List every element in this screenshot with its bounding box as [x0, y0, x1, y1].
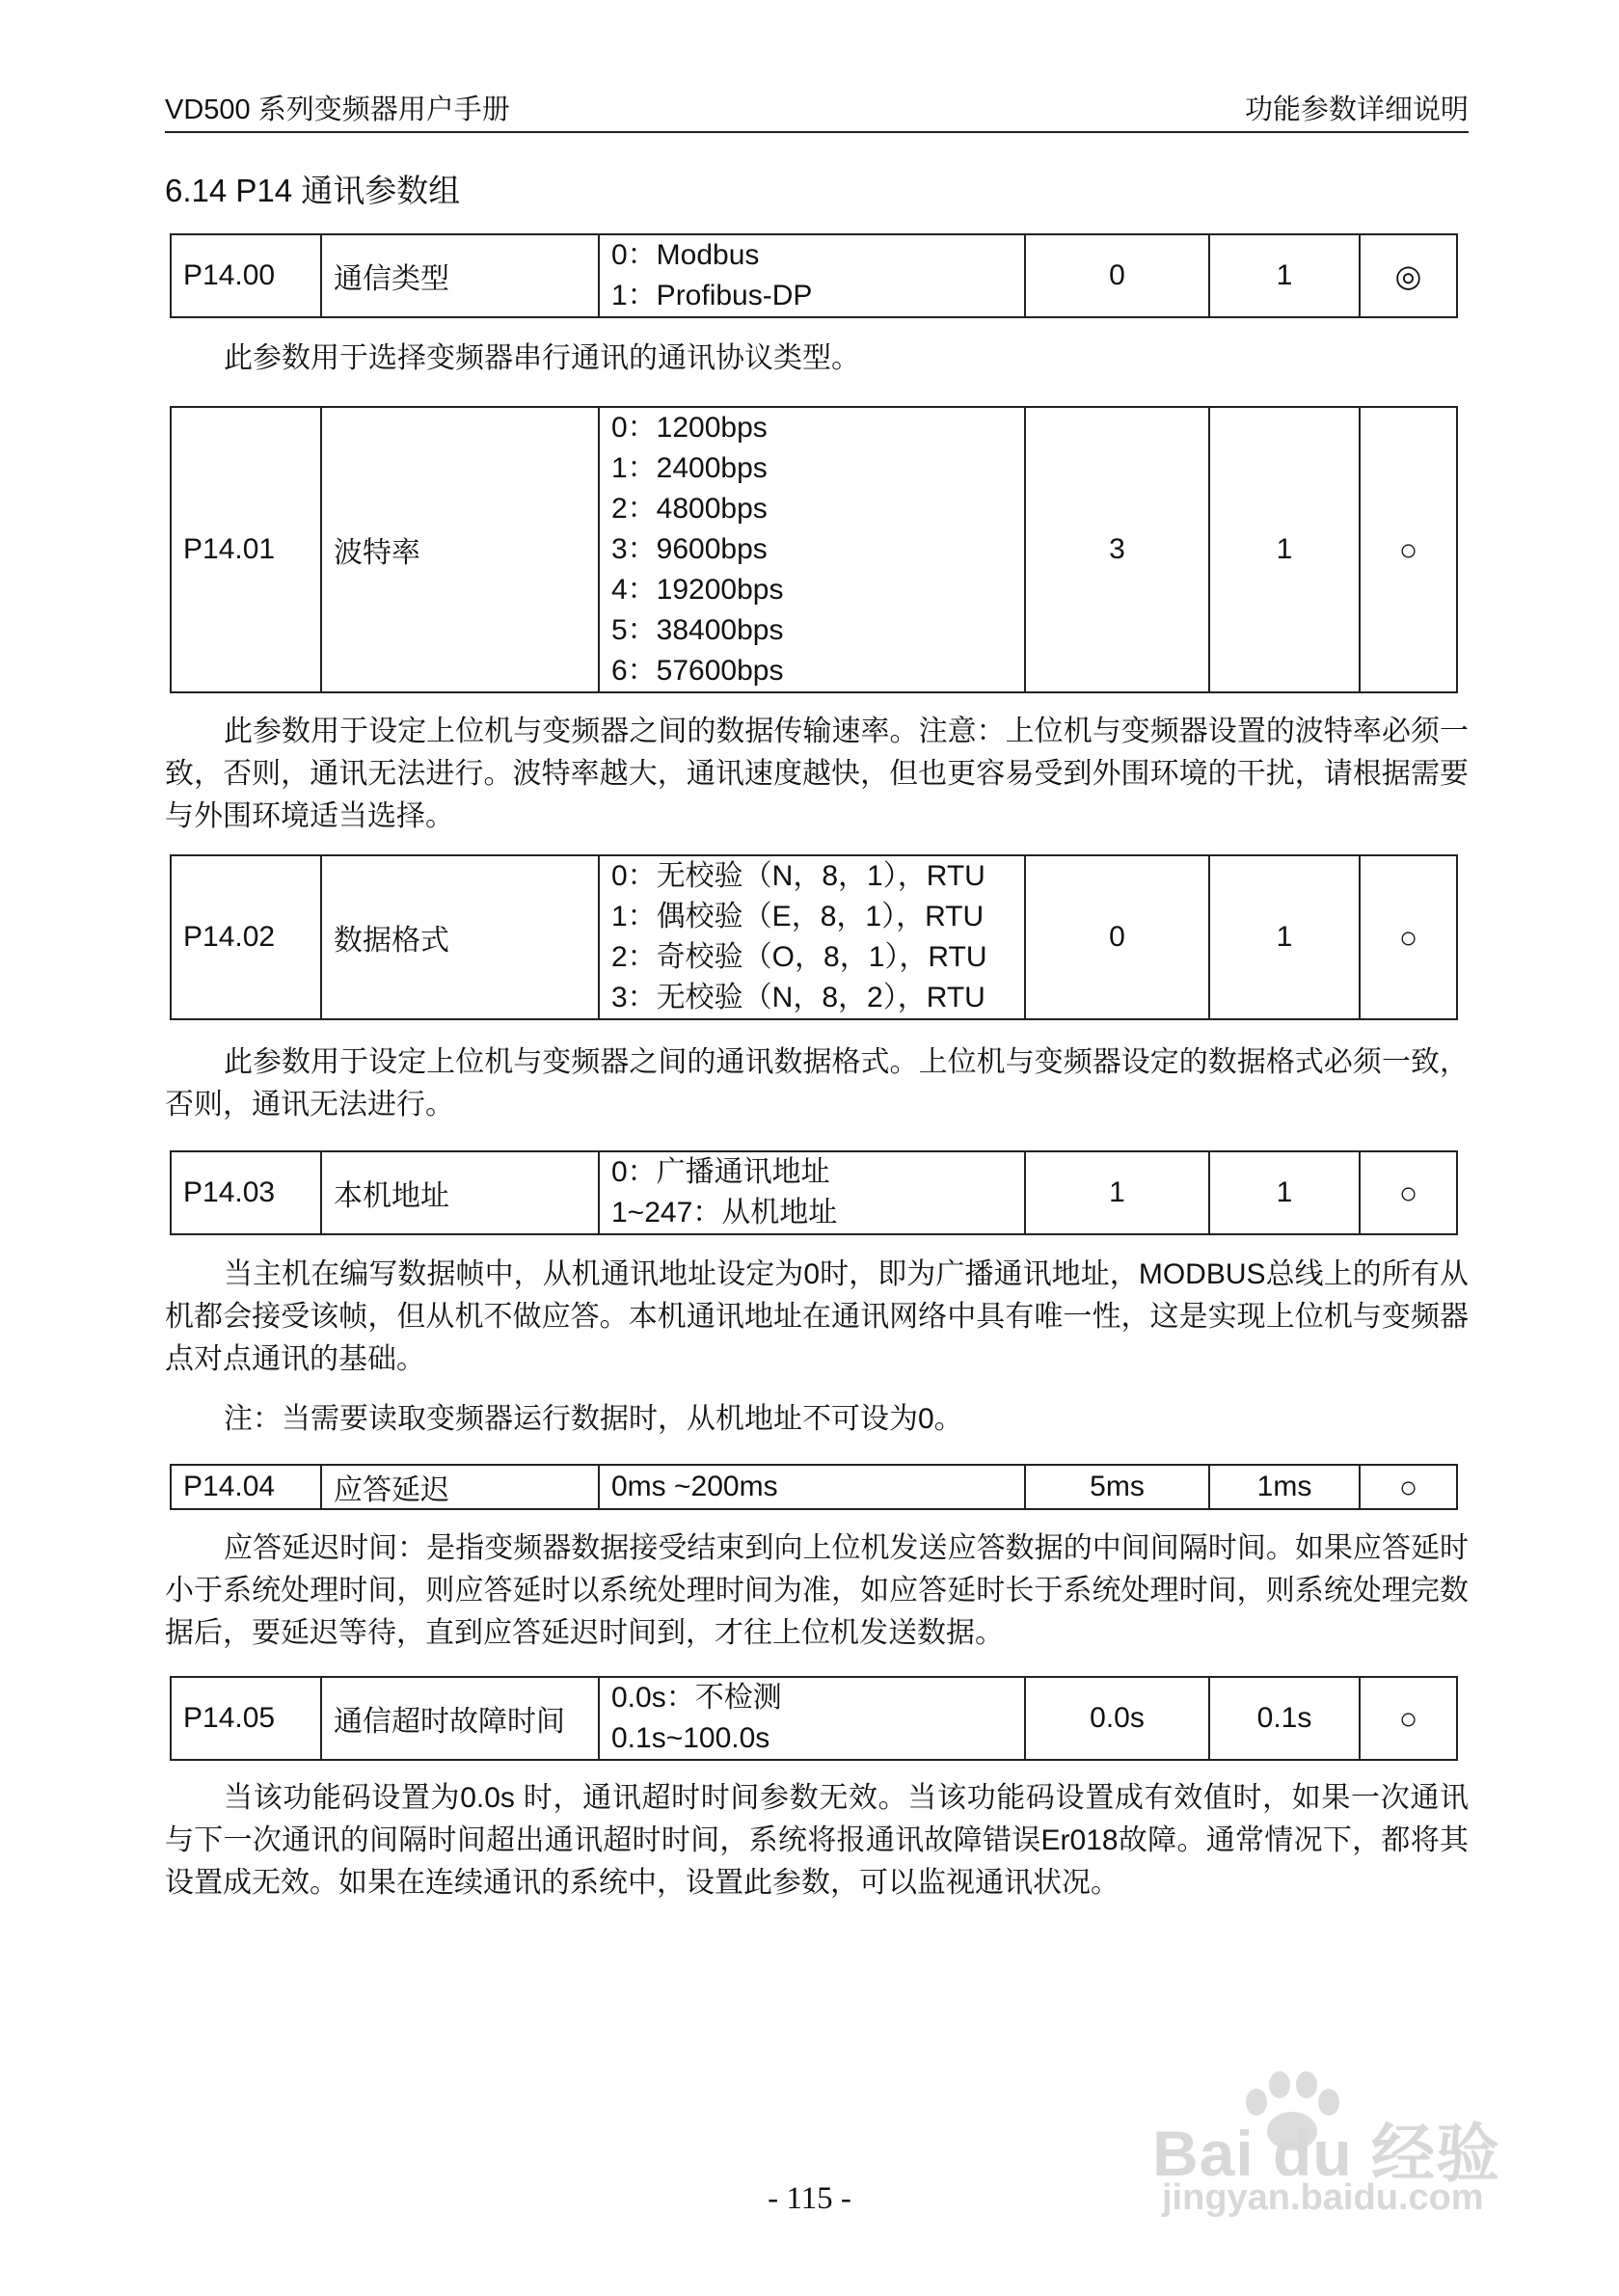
param-attr: ○: [1360, 407, 1457, 692]
section-title: 6.14 P14 通讯参数组: [165, 173, 461, 208]
range-option: 0：广播通讯地址: [611, 1156, 830, 1188]
param-name: 应答延迟: [321, 1465, 599, 1509]
param-unit: 1: [1209, 1151, 1360, 1234]
param-attr: ○: [1360, 1151, 1457, 1234]
range-option: 1~247：从机地址: [611, 1197, 838, 1229]
param-range: [599, 234, 1025, 317]
param-default: 3: [1025, 407, 1209, 692]
param-description: 此参数用于选择变频器串行通讯的通讯协议类型。: [224, 342, 860, 374]
param-range: [599, 407, 1025, 692]
param-attr: ○: [1360, 855, 1457, 1019]
table-row: [171, 1677, 1457, 1760]
watermark-url: jingyan.baidu.com: [1162, 2177, 1484, 2218]
param-unit: 1: [1209, 855, 1360, 1019]
param-description: 当该功能码设置为0.0s 时，通讯超时时间参数无效。当该功能码设置成有效值时，如果一次通讯与下一次通讯的间隔时间超出通讯超时时间，系统将报通讯故障错误Er018故障。通常情况下，都将其设置成无效。如果在连续通讯的系统中，设置此参数，可以监视通讯状况。: [165, 1782, 1469, 1899]
param-unit: 0.1s: [1209, 1677, 1360, 1760]
watermark-brand: Bai du 经验: [1152, 2118, 1501, 2189]
param-code: P14.00: [171, 234, 321, 317]
range-option: 0.1s~100.0s: [611, 1722, 770, 1754]
param-table-p14-02: [170, 854, 1458, 1020]
param-unit: 1: [1209, 234, 1360, 317]
param-code: P14.04: [171, 1465, 321, 1509]
param-default: 5ms: [1025, 1465, 1209, 1509]
range-option: 0.0s：不检测: [611, 1682, 782, 1714]
baidu-watermark: [1152, 2064, 1557, 2218]
param-range: [599, 855, 1025, 1019]
param-name: 波特率: [321, 407, 599, 692]
param-code: P14.05: [171, 1677, 321, 1760]
param-description: 当主机在编写数据帧中，从机通讯地址设定为0时，即为广播通讯地址，MODBUS总线上的所有从机都会接受该帧，但从机不做应答。本机通讯地址在通讯网络中具有唯一性，这是实现上位机与变频器点对点通讯的基础。: [165, 1258, 1469, 1375]
table-row: [171, 1151, 1457, 1234]
table-row: [171, 407, 1457, 692]
param-range: [599, 1151, 1025, 1234]
param-name: 本机地址: [321, 1151, 599, 1234]
param-name: 通信超时故障时间: [321, 1677, 599, 1760]
param-table-p14-03: [170, 1150, 1458, 1235]
param-default: 0.0s: [1025, 1677, 1209, 1760]
range-option: 0：Modbus: [611, 239, 760, 271]
param-description: 应答延迟时间：是指变频器数据接受结束到向上位机发送应答数据的中间间隔时间。如果应答延时小于系统处理时间，则应答延时以系统处理时间为准，如应答延时长于系统处理时间，则系统处理完数据后，要延迟等待，直到应答延迟时间到，才往上位机发送数据。: [165, 1532, 1469, 1649]
param-description: 此参数用于设定上位机与变频器之间的数据传输速率。注意：上位机与变频器设置的波特率必须一致，否则，通讯无法进行。波特率越大，通讯速度越快，但也更容易受到外围环境的干扰，请根据需要与外围环境适当选择。: [165, 716, 1469, 832]
param-default: 1: [1025, 1151, 1209, 1234]
range-option: 2：4800bps: [611, 493, 768, 525]
param-range: [599, 1677, 1025, 1760]
table-row: [171, 234, 1457, 317]
range-option: 5：38400bps: [611, 614, 784, 646]
table-row: [171, 855, 1457, 1019]
param-table-p14-01: [170, 406, 1458, 693]
table-row: [171, 1465, 1457, 1509]
range-option: 0：无校验（N，8，1），RTU: [611, 860, 985, 892]
manual-title: VD500 系列变频器用户手册: [165, 95, 510, 125]
param-table-p14-05: [170, 1676, 1458, 1761]
range-option: 3：无校验（N，8，2），RTU: [611, 982, 985, 1013]
param-code: P14.02: [171, 855, 321, 1019]
range-option: 0：1200bps: [611, 412, 768, 444]
param-unit: 1ms: [1209, 1465, 1360, 1509]
param-note: 注：当需要读取变频器运行数据时，从机地址不可设为0。: [224, 1403, 963, 1435]
param-attr: ○: [1360, 1465, 1457, 1509]
range-option: 2：奇校验（O，8，1），RTU: [611, 941, 987, 973]
range-option: 1：2400bps: [611, 452, 768, 484]
param-code: P14.03: [171, 1151, 321, 1234]
param-unit: 1: [1209, 407, 1360, 692]
param-default: 0: [1025, 855, 1209, 1019]
page-header: [165, 89, 1469, 133]
param-name: 数据格式: [321, 855, 599, 1019]
param-table-p14-04: [170, 1464, 1458, 1510]
param-table-p14-00: [170, 233, 1458, 318]
range-option: 1：Profibus-DP: [611, 280, 813, 311]
page-number: - 115 -: [768, 2181, 851, 2216]
range-option: 1：偶校验（E，8，1），RTU: [611, 901, 985, 932]
range-option: 4：19200bps: [611, 574, 784, 606]
range-option: 6：57600bps: [611, 655, 784, 687]
range-option: 0ms ~200ms: [611, 1471, 778, 1502]
param-default: 0: [1025, 234, 1209, 317]
param-attr: ○: [1360, 1677, 1457, 1760]
chapter-title: 功能参数详细说明: [1244, 95, 1469, 125]
param-attr: ◎: [1360, 234, 1457, 317]
param-code: P14.01: [171, 407, 321, 692]
param-description: 此参数用于设定上位机与变频器之间的通讯数据格式。上位机与变频器设定的数据格式必须一致，否则，通讯无法进行。: [165, 1046, 1469, 1121]
range-option: 3：9600bps: [611, 533, 768, 565]
param-range: [599, 1465, 1025, 1509]
param-name: 通信类型: [321, 234, 599, 317]
